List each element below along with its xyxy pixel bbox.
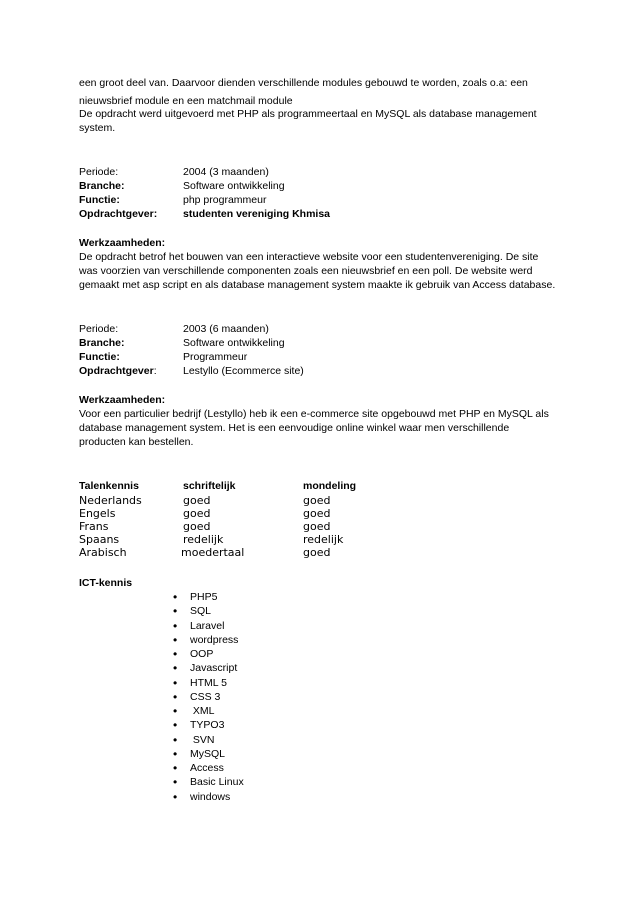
job2-work-heading: Werkzaamheden: bbox=[79, 394, 166, 406]
language-name: Nederlands bbox=[79, 494, 142, 507]
intro-line: system. bbox=[79, 122, 116, 134]
bullet-icon: • bbox=[173, 676, 178, 690]
skill-label: MySQL bbox=[190, 748, 226, 760]
field-label: Opdrachtgever: bbox=[79, 208, 158, 220]
language-name: Frans bbox=[79, 520, 109, 533]
language-written: goed bbox=[183, 507, 211, 520]
bullet-icon: • bbox=[173, 704, 178, 718]
intro-line: De opdracht werd uitgevoerd met PHP als programmeertaal en MySQL als database management bbox=[79, 108, 537, 120]
field-label-suffix: : bbox=[153, 365, 157, 377]
language-name: Spaans bbox=[79, 533, 120, 546]
field-value: Programmeur bbox=[183, 351, 248, 363]
field-label: Periode: bbox=[79, 166, 119, 178]
skill-label: SQL bbox=[190, 605, 212, 617]
column-header: schriftelijk bbox=[183, 480, 236, 492]
skill-label: Javascript bbox=[190, 662, 238, 674]
language-name: Engels bbox=[79, 507, 116, 520]
field-value: 2003 (6 maanden) bbox=[183, 323, 269, 335]
bullet-icon: • bbox=[173, 633, 178, 647]
bullet-icon: • bbox=[173, 775, 178, 789]
skill-label: XML bbox=[190, 705, 215, 717]
language-spoken: goed bbox=[303, 507, 331, 520]
field-value: Lestyllo (Ecommerce site) bbox=[183, 365, 304, 377]
bullet-icon: • bbox=[173, 619, 178, 633]
field-label: Functie: bbox=[79, 194, 120, 206]
field-value: 2004 (3 maanden) bbox=[183, 166, 269, 178]
skill-label: Laravel bbox=[190, 620, 225, 632]
ict-heading: ICT-kennis bbox=[79, 577, 133, 589]
job2-work-line: database management system. Het is een eenvoudige online winkel waar men verschillende bbox=[79, 422, 510, 434]
bullet-icon: • bbox=[173, 790, 178, 804]
field-label-text: Opdrachtgever bbox=[79, 365, 154, 377]
skill-label: CSS 3 bbox=[190, 691, 221, 703]
skill-label: TYPO3 bbox=[190, 719, 225, 731]
language-written: moedertaal bbox=[181, 546, 245, 559]
job1-work-heading: Werkzaamheden: bbox=[79, 237, 166, 249]
bullet-icon: • bbox=[173, 661, 178, 675]
language-written: goed bbox=[183, 520, 211, 533]
language-name: Arabisch bbox=[79, 546, 127, 559]
skill-label: SVN bbox=[190, 734, 215, 746]
field-label: Periode: bbox=[79, 323, 119, 335]
language-spoken: goed bbox=[303, 520, 331, 533]
field-label: Branche: bbox=[79, 337, 125, 349]
field-value: Software ontwikkeling bbox=[183, 180, 285, 192]
bullet-icon: • bbox=[173, 747, 178, 761]
bullet-icon: • bbox=[173, 761, 178, 775]
bullet-icon: • bbox=[173, 590, 178, 604]
skill-label: windows bbox=[190, 791, 231, 803]
bullet-icon: • bbox=[173, 647, 178, 661]
job1-work-line: De opdracht betrof het bouwen van een interactieve website voor een studentenvereniging. De site bbox=[79, 251, 539, 263]
field-value: Software ontwikkeling bbox=[183, 337, 285, 349]
skill-label: OOP bbox=[190, 648, 214, 660]
job2-work-line: Voor een particulier bedrijf (Lestyllo) heb ik een e-commerce site opgebouwd met PHP en MySQL als bbox=[79, 408, 549, 420]
language-spoken: redelijk bbox=[303, 533, 344, 546]
field-label: Functie: bbox=[79, 351, 120, 363]
bullet-icon: • bbox=[173, 604, 178, 618]
job1-work-line: was voorzien van verschillende componenten zoals een nieuwsbrief en een poll. De website werd bbox=[79, 265, 533, 277]
intro-line: een groot deel van. Daarvoor dienden verschillende modules gebouwd te worden, zoals o.a: een bbox=[79, 77, 528, 89]
job2-work-line: producten kan bestellen. bbox=[79, 436, 194, 448]
column-header: Talenkennis bbox=[79, 480, 139, 492]
language-spoken: goed bbox=[303, 546, 331, 559]
language-written: goed bbox=[183, 494, 211, 507]
bullet-icon: • bbox=[173, 690, 178, 704]
field-value: studenten vereniging Khmisa bbox=[183, 208, 331, 220]
skill-label: Basic Linux bbox=[190, 776, 244, 788]
language-written: redelijk bbox=[183, 533, 224, 546]
language-spoken: goed bbox=[303, 494, 331, 507]
intro-line: nieuwsbrief module en een matchmail module bbox=[79, 95, 293, 107]
skill-label: PHP5 bbox=[190, 591, 218, 603]
skill-label: wordpress bbox=[190, 634, 239, 646]
bullet-icon: • bbox=[173, 718, 178, 732]
field-label: Branche: bbox=[79, 180, 125, 192]
field-label bbox=[79, 364, 157, 378]
job1-work-line: gemaakt met asp script en als database management system maakte ik gebruik van Access database. bbox=[79, 279, 556, 291]
field-value: php programmeur bbox=[183, 194, 267, 206]
column-header: mondeling bbox=[303, 480, 357, 492]
bullet-icon: • bbox=[173, 733, 178, 747]
skill-label: HTML 5 bbox=[190, 677, 227, 689]
skill-label: Access bbox=[190, 762, 224, 774]
